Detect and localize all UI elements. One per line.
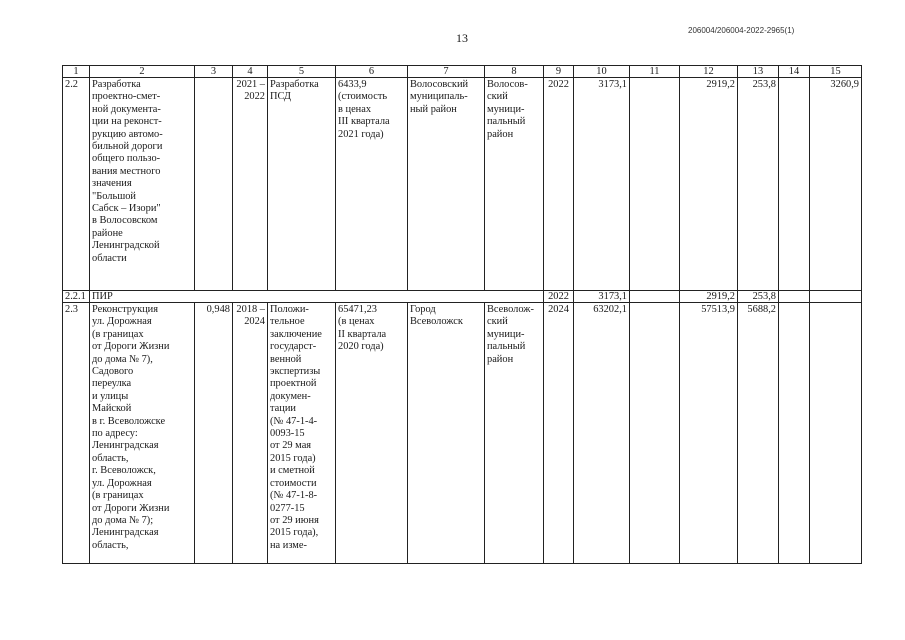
period-value: 2018 – 2024 — [233, 303, 268, 564]
row-number: 2.2 — [63, 78, 90, 291]
col11-value — [630, 78, 680, 291]
column-header: 15 — [810, 66, 862, 78]
col13-value: 253,8 — [738, 291, 779, 303]
column-header: 14 — [779, 66, 810, 78]
column-header: 5 — [268, 66, 336, 78]
col14-value — [779, 291, 810, 303]
document-id: 206004/206004-2022-2965(1) — [688, 26, 795, 35]
header-row — [63, 66, 862, 78]
object-name: Реконструкция ул. Дорожная (в границах от Дороги Жизни до дома № 7), Садового переулка и улицы Майской в г. Всеволожске по адресу: Ленинградская область, г. Всеволожск, ул. Дорожная (в границах от Дороги Жизни до дома № 7); Ленинградская область, — [90, 303, 195, 564]
column-header: 4 — [233, 66, 268, 78]
column-header: 13 — [738, 66, 779, 78]
location-text: Волосовский муниципаль- ный район — [408, 78, 485, 291]
column-header: 3 — [195, 66, 233, 78]
period-value: 2021 – 2022 — [233, 78, 268, 291]
table-row — [63, 78, 862, 291]
cost-text: 6433,9 (стоимость в ценах III квартала 2021 года) — [336, 78, 408, 291]
row-label: ПИР — [90, 291, 544, 303]
total-value: 3173,1 — [574, 78, 630, 291]
page-number: 13 — [456, 31, 468, 45]
col14-value — [779, 303, 810, 564]
column-header: 8 — [485, 66, 544, 78]
row-number: 2.3 — [63, 303, 90, 564]
col13-value: 253,8 — [738, 78, 779, 291]
column-header: 10 — [574, 66, 630, 78]
table-row — [63, 303, 862, 564]
col15-value: 3260,9 — [810, 78, 862, 291]
basis-text: Положи- тельное заключение государст- венной экспертизы проектной докумен- тации (№ 47-1-4- 0093-15 от 29 мая 2015 года) и сметной стоимости (№ 47-1-8- 0277-15 от 29 июня 2015 года), на изме- — [268, 303, 336, 564]
col11-value — [630, 303, 680, 564]
col14-value — [779, 78, 810, 291]
col11-value — [630, 291, 680, 303]
location-text: Город Всеволожск — [408, 303, 485, 564]
row-number: 2.2.1 — [63, 291, 90, 303]
column-header: 6 — [336, 66, 408, 78]
total-value: 63202,1 — [574, 303, 630, 564]
column-header: 9 — [544, 66, 574, 78]
column-header: 11 — [630, 66, 680, 78]
col12-value: 57513,9 — [680, 303, 738, 564]
col12-value: 2919,2 — [680, 291, 738, 303]
year-value: 2022 — [544, 78, 574, 291]
municipality-text: Всеволож- ский муници- пальный район — [485, 303, 544, 564]
object-name: Разработка проектно-смет- ной документа- ции на реконст- рукцию автомо- бильной дороги общего пользо- вания местного значения "Большой Сабск – Изори" в Волосовском районе Ленинградской области — [90, 78, 195, 291]
municipality-text: Волосов- ский муници- пальный район — [485, 78, 544, 291]
budget-table — [62, 65, 862, 564]
total-value: 3173,1 — [574, 291, 630, 303]
col12-value: 2919,2 — [680, 78, 738, 291]
cost-text: 65471,23 (в ценах II квартала 2020 года) — [336, 303, 408, 564]
col15-value — [810, 303, 862, 564]
basis-text: Разработка ПСД — [268, 78, 336, 291]
year-value: 2022 — [544, 291, 574, 303]
column-header: 1 — [63, 66, 90, 78]
length-value — [195, 78, 233, 291]
column-header: 2 — [90, 66, 195, 78]
table-row — [63, 291, 862, 303]
year-value: 2024 — [544, 303, 574, 564]
col15-value — [810, 291, 862, 303]
length-value: 0,948 — [195, 303, 233, 564]
column-header: 12 — [680, 66, 738, 78]
col13-value: 5688,2 — [738, 303, 779, 564]
column-header: 7 — [408, 66, 485, 78]
